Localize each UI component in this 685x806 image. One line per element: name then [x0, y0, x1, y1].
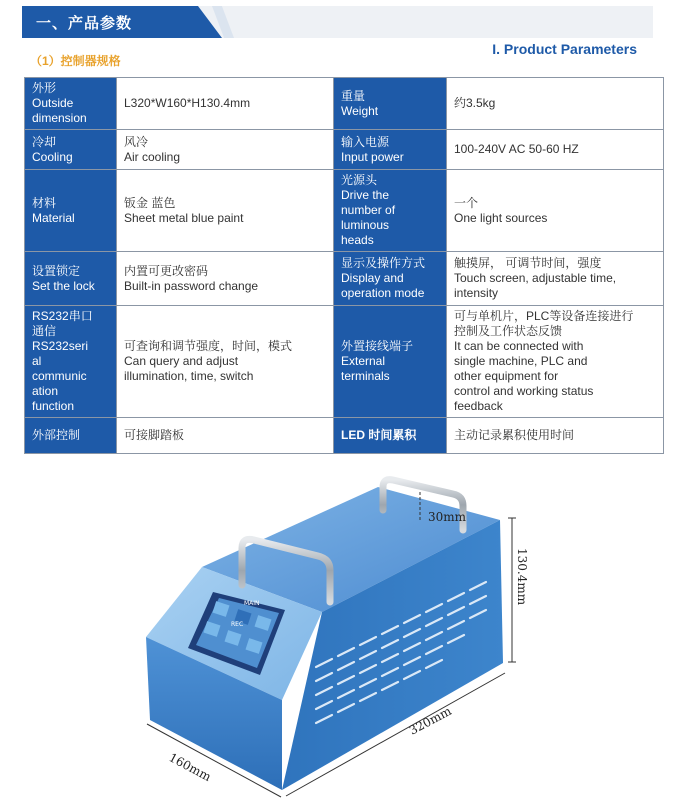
spec-value-rs232: 可查询和调节强度，时间，模式 Can query and adjust illumination, time, switch — [117, 306, 334, 418]
dim-width-label: 160mm — [166, 750, 214, 785]
spec-value-input-power: 100-240V AC 50-60 HZ — [447, 130, 664, 170]
spec-table — [24, 77, 664, 454]
spec-label-set-lock: 设置锁定 Set the lock — [25, 252, 117, 306]
spec-label-weight: 重量 Weight — [334, 78, 447, 130]
spec-value-material: 钣金 蓝色 Sheet metal blue paint — [117, 170, 334, 252]
table-row — [25, 306, 664, 418]
dim-handle-label: 30mm — [428, 510, 467, 524]
spec-label-display-mode: 显示及操作方式 Display and operation mode — [334, 252, 447, 306]
spec-value-cooling: 风冷 Air cooling — [117, 130, 334, 170]
screen-main-label: MAIN — [244, 600, 260, 607]
spec-label-external-control: 外部控制 — [25, 418, 117, 454]
spec-value-display-mode: 触摸屏， 可调节时间，强度 Touch screen, adjustable time, intensity — [447, 252, 664, 306]
dim-length-label: 320mm — [406, 703, 454, 738]
spec-label-cooling: 冷却 Cooling — [25, 130, 117, 170]
dim-height-label: 130.4mm — [515, 548, 529, 606]
spec-label-input-power: 输入电源 Input power — [334, 130, 447, 170]
spec-value-set-lock: 内置可更改密码 Built-in password change — [117, 252, 334, 306]
table-row — [25, 78, 664, 130]
spec-label-rs232: RS232串口 通信 RS232seri al communic ation function — [25, 306, 117, 418]
spec-value-led-time: 主动记录累积使用时间 — [447, 418, 664, 454]
screen-rec-label: REC — [231, 621, 244, 628]
table-row — [25, 252, 664, 306]
subsection-title: （1）控制器规格 — [30, 54, 121, 68]
spec-value-weight: 约3.5kg — [447, 78, 664, 130]
spec-value-external-control: 可接脚踏板 — [117, 418, 334, 454]
table-row — [25, 418, 664, 454]
spec-label-light-heads: 光源头 Drive the number of luminous heads — [334, 170, 447, 252]
spec-label-led-time: LED 时间累积 — [334, 418, 447, 454]
spec-label-external-terminals: 外置接线端子 External terminals — [334, 306, 447, 418]
table-row — [25, 170, 664, 252]
english-section-title: I. Product Parameters — [492, 41, 637, 57]
spec-value-outside-dimension: L320*W160*H130.4mm — [117, 78, 334, 130]
controller-product-drawing — [110, 470, 550, 800]
spec-value-light-heads: 一个 One light sources — [447, 170, 664, 252]
spec-label-outside-dimension: 外形 Outside dimension — [25, 78, 117, 130]
spec-label-material: 材料 Material — [25, 170, 117, 252]
table-row — [25, 130, 664, 170]
section-title: 一、产品参数 — [36, 15, 133, 32]
spec-value-external-terminals: 可与单机片，PLC等设备连接进行 控制及工作状态反馈 It can be connected with single machine, PLC and other equipment for control and working status feedback — [447, 306, 664, 418]
